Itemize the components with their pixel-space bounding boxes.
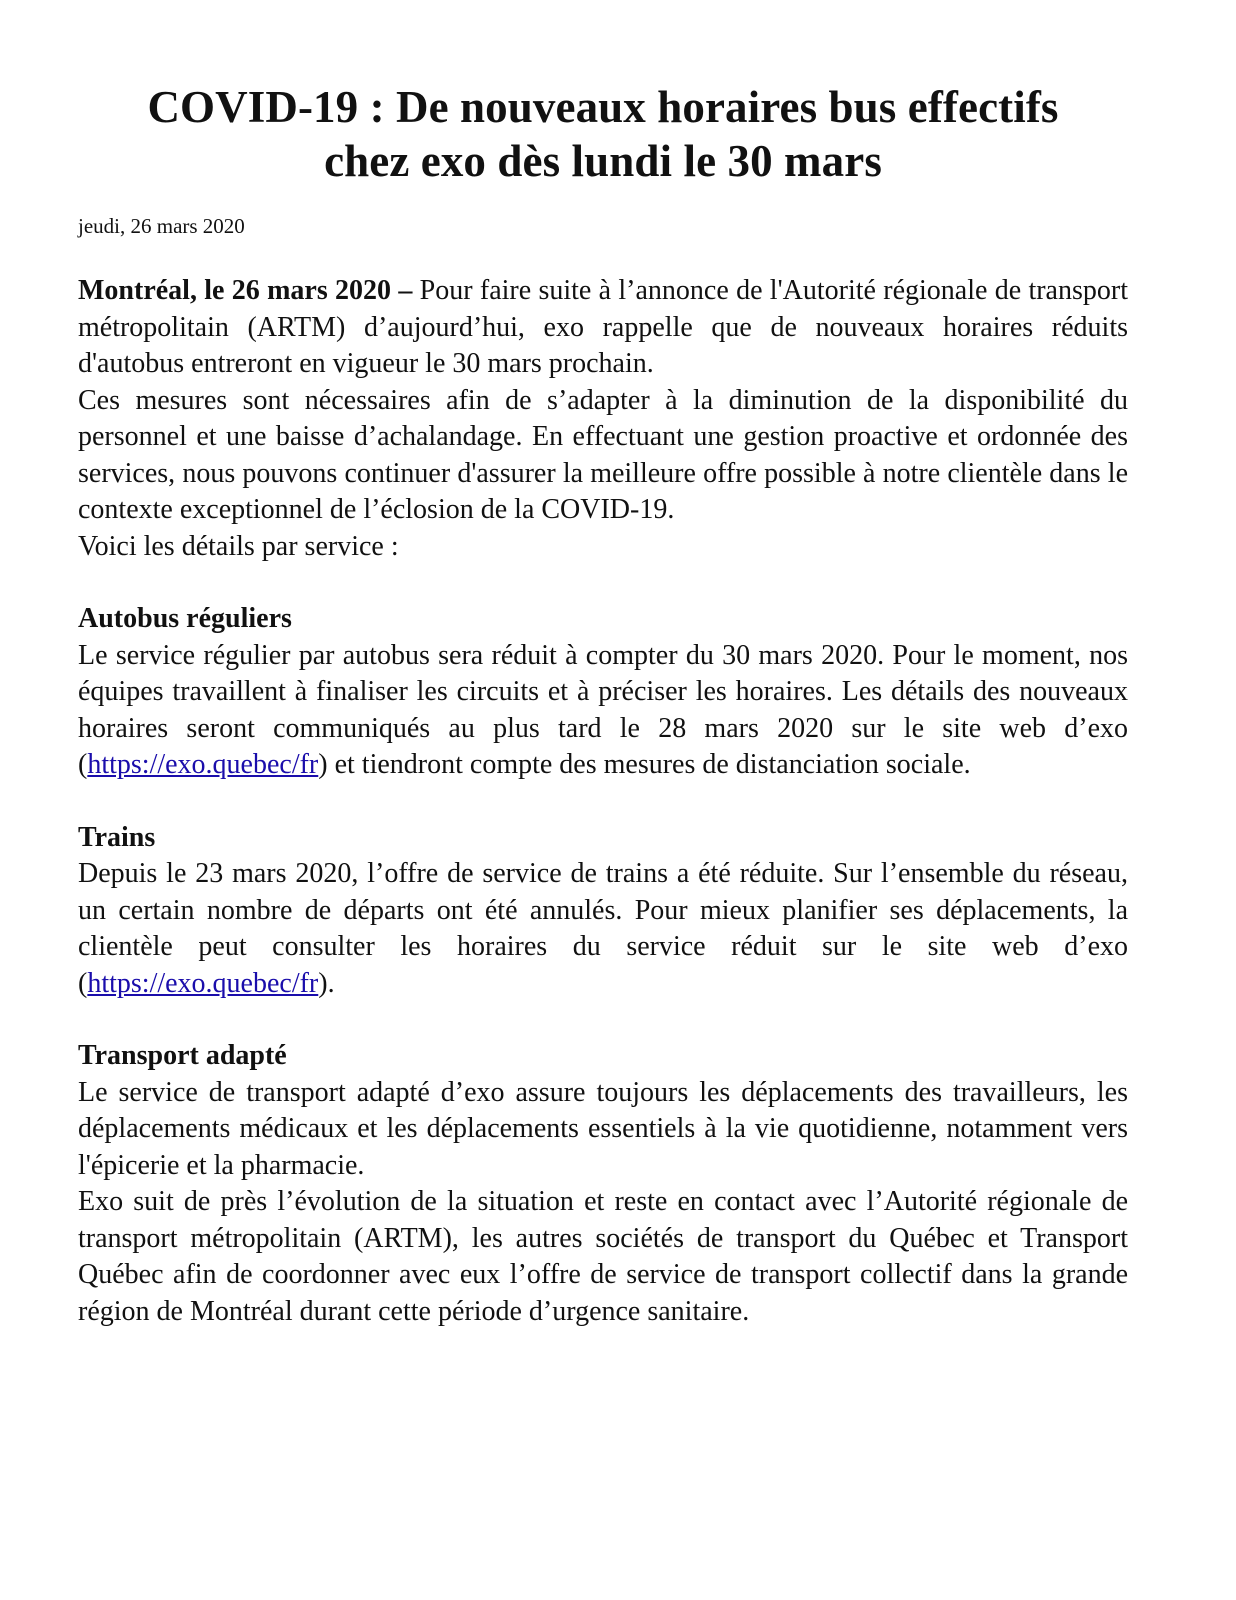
page-title bbox=[78, 80, 1128, 188]
publication-date: jeudi, 26 mars 2020 bbox=[78, 214, 245, 238]
section-heading: Autobus réguliers bbox=[78, 603, 292, 634]
section-paragraph bbox=[78, 856, 1128, 1002]
section-paragraph bbox=[78, 638, 1128, 784]
context-paragraph: Ces mesures sont nécessaires afin de s’adapter à la diminution de la disponibilité du personnel et une baisse d’achalandage. En effectuant une gestion proactive et ordonnée des services, nous pouvons continuer d'assurer la meilleure offre possible à notre clientèle dans le contexte exceptionnel de l’éclosion de la COVID-19. bbox=[78, 384, 1128, 525]
title-line-2: chez exo dès lundi le 30 mars bbox=[324, 136, 882, 186]
dateline: Montréal, le 26 mars 2020 – bbox=[78, 275, 413, 306]
intro-block bbox=[78, 273, 1128, 565]
paragraph-text: ). bbox=[318, 967, 335, 999]
section-paragraph: Le service de transport adapté d’exo assure toujours les déplacements des travailleurs, les déplacements médicaux et les déplacements essentiels à la vie quotidienne, notamment vers l'épicerie et la pharmacie. bbox=[78, 1076, 1128, 1181]
lead-paragraph bbox=[78, 273, 1128, 383]
section-trains bbox=[78, 820, 1128, 1003]
exo-website-link[interactable]: https://exo.quebec/fr bbox=[87, 967, 319, 999]
paragraph-text: Depuis le 23 mars 2020, l’offre de service de trains a été réduite. Sur l’ensemble du réseau, un certain nombre de départs ont été annulés. Pour mieux planifier ses déplacements, la clientèle peut consulter les horaires du service réduit sur le site web d’exo ( bbox=[78, 858, 1128, 999]
paragraph-text: Le service régulier par autobus sera réduit à compter du 30 mars 2020. Pour le moment, nos équipes travaillent à finaliser les circuits et à préciser les horaires. Les détails des nouveaux horaires seront communiqués au plus tard le 28 mars 2020 sur le site web d’exo ( bbox=[78, 639, 1128, 780]
title-line-1: COVID-19 : De nouveaux horaires bus effectifs bbox=[147, 82, 1059, 132]
lead-text: Pour faire suite à l’annonce de l'Autorité régionale de transport métropolitain (ARTM) d’aujourd’hui, exo rappelle que de nouveaux horaires réduits d'autobus entreront en vigueur le 30 mars prochain. bbox=[78, 275, 1128, 379]
details-intro: Voici les détails par service : bbox=[78, 530, 399, 562]
section-transport-adapte bbox=[78, 1038, 1128, 1330]
closing-paragraph: Exo suit de près l’évolution de la situation et reste en contact avec l’Autorité régionale de transport métropolitain (ARTM), les autres sociétés de transport du Québec et Transport Québec afin de coordonner avec eux l’offre de service de transport collectif dans la grande région de Montréal durant cette période d’urgence sanitaire. bbox=[78, 1186, 1128, 1327]
paragraph-text: ) et tiendront compte des mesures de distanciation sociale. bbox=[318, 749, 971, 780]
exo-website-link[interactable]: https://exo.quebec/fr bbox=[87, 749, 319, 780]
press-release-page bbox=[78, 80, 1128, 1330]
section-heading: Trains bbox=[78, 821, 156, 853]
section-heading: Transport adapté bbox=[78, 1040, 287, 1071]
section-autobus bbox=[78, 601, 1128, 784]
